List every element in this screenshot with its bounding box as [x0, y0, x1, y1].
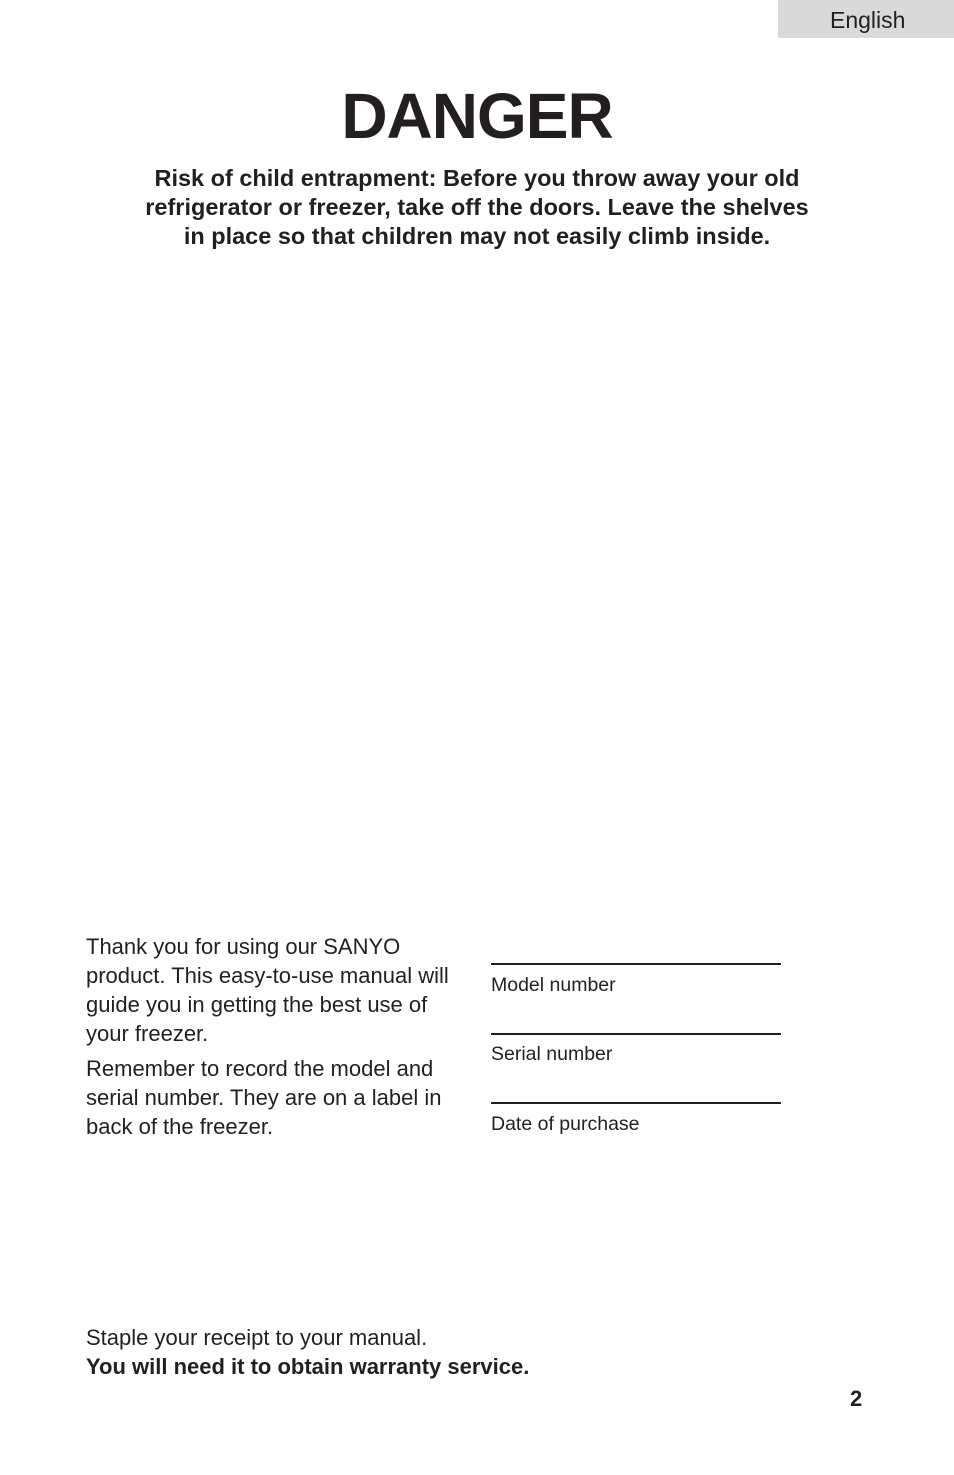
model-number-label: Model number [491, 974, 616, 996]
date-of-purchase-line [491, 1102, 781, 1104]
intro-paragraph: Thank you for using our SANYO product. This easy-to-use manual will guide you in getting the best use of your freezer. [86, 934, 449, 1046]
serial-number-line [491, 1033, 781, 1035]
warning-line: Risk of child entrapment: Before you throw away your old [154, 165, 800, 191]
page-title: DANGER [341, 80, 613, 152]
danger-warning [82, 164, 872, 251]
model-number-line [491, 963, 781, 965]
warning-line: refrigerator or freezer, take off the doors. Leave the shelves [145, 194, 809, 220]
date-of-purchase-label: Date of purchase [491, 1113, 640, 1135]
receipt-note [86, 1323, 786, 1381]
page-number: 2 [850, 1386, 863, 1411]
language-tab: English [778, 0, 954, 38]
warranty-note: You will need it to obtain warranty service. [86, 1354, 530, 1379]
receipt-instruction: Staple your receipt to your manual. [86, 1325, 428, 1350]
intro-text [86, 932, 470, 1147]
warning-line: in place so that children may not easily climb inside. [183, 223, 771, 249]
serial-number-label: Serial number [491, 1043, 613, 1065]
intro-paragraph: Remember to record the model and serial number. They are on a label in back of the freezer. [86, 1056, 442, 1139]
